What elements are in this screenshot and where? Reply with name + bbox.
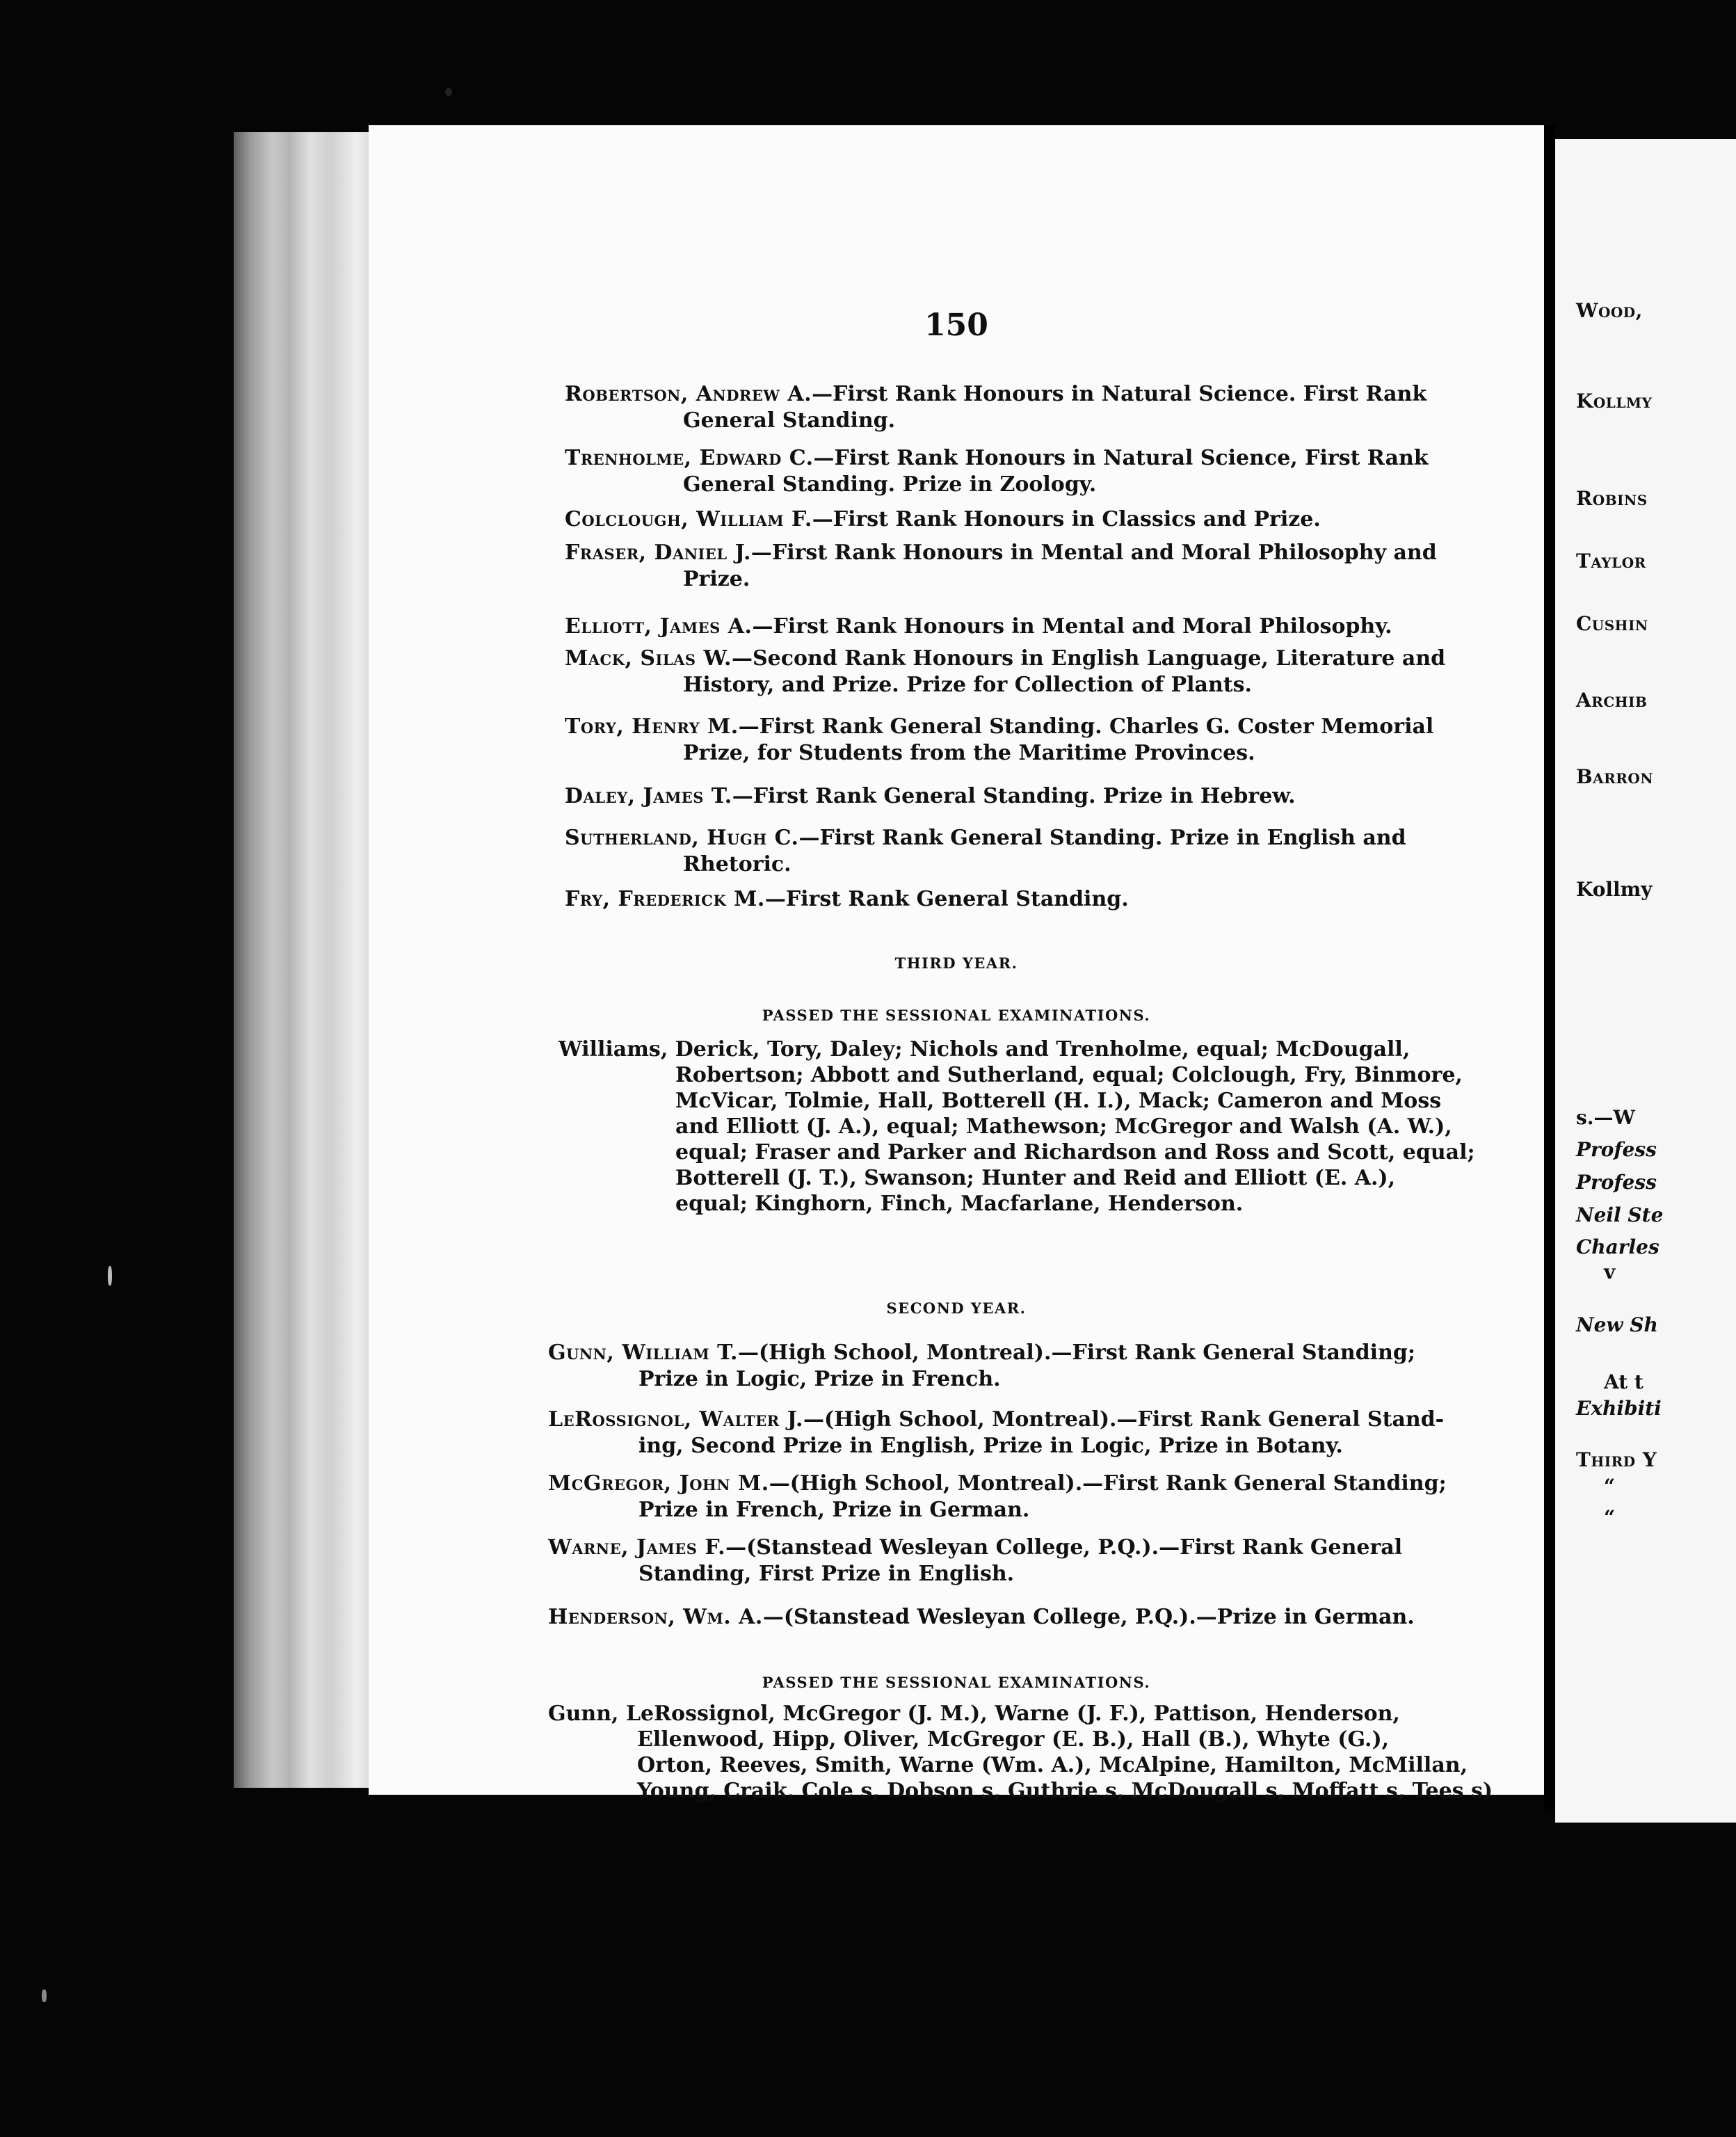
entry-line [565,783,1296,810]
list-item [548,1471,1447,1523]
facing-page-fragment: Exhibiti [1576,1397,1662,1420]
entry-text: —First Rank General Standing. [764,887,1129,911]
second-year-heading: SECOND YEAR. [886,1299,1027,1317]
third-year-subheading: PASSED THE SESSIONAL EXAMINATIONS. [762,1007,1151,1024]
list-item [548,1535,1402,1587]
book-gutter [1544,125,1555,1809]
facing-page-fragment: Taylor [1576,550,1646,573]
facing-page-fragment: Kollmy [1576,878,1653,901]
entry-line [548,1407,1444,1433]
entry-line [565,445,1429,472]
facing-page-fragment: Profess [1576,1171,1657,1194]
list-line: and Elliott (J. A.), equal; Mathewson; McGregor and Walsh (A. W.), [675,1114,1452,1139]
entry-name: Gunn, William T. [548,1340,738,1365]
entry-name: Mack, Silas W. [565,646,732,671]
scan-speck [108,1266,112,1286]
entry-line [565,381,1426,408]
entry-text: —Second Rank Honours in English Language, Literature and [731,646,1446,671]
entry-line [548,1471,1447,1497]
book-page [369,125,1544,1803]
facing-page-fragment: Third Y [1576,1448,1657,1471]
scan-speck [42,1990,47,2002]
entry-line [565,614,1392,640]
list-item [565,614,1392,640]
list-line: Young, Craik, Cole s, Dobson s, Guthrie s, McDougall s, Moffatt s, Tees s) [637,1779,1493,1803]
list-item [548,1407,1444,1459]
entry-name: Tory, Henry M. [565,714,739,739]
entry-text: —(Stanstead Wesleyan College, P.Q.).—Prize in German. [762,1605,1415,1629]
entry-text: —(High School, Montreal).—First Rank General Standing; [769,1471,1447,1496]
entry-name: Daley, James T. [565,784,732,808]
list-line: Williams, Derick, Tory, Daley; Nichols and Trenholme, equal; McDougall, [558,1037,1410,1062]
entry-text: —(Stanstead Wesleyan College, P.Q.).—First Rank General [725,1535,1403,1560]
facing-page-fragment: Neil Ste [1576,1203,1664,1226]
list-item [565,445,1429,498]
entry-name: Trenholme, Edward C. [565,446,814,470]
entry-line [565,506,1321,533]
entry-name: Sutherland, Hugh C. [565,826,799,850]
facing-page-fragment: “ [1604,1506,1616,1529]
entry-name: Robertson, Andrew A. [565,382,812,406]
facing-page-fragment: s.—W [1576,1106,1635,1129]
entry-line [548,1604,1415,1631]
list-item [565,783,1296,810]
list-line: Orton, Reeves, Smith, Warne (Wm. A.), McAlpine, Hamilton, McMillan, [637,1753,1468,1777]
scan-speck [445,88,452,96]
entry-line: Standing, First Prize in English. [638,1562,1015,1586]
entry-line [565,825,1406,851]
facing-page-fragment: Wood, [1576,299,1643,322]
entry-line [548,1535,1402,1561]
list-item [548,1604,1415,1631]
entry-text: —First Rank Honours in Mental and Moral Philosophy. [752,614,1392,639]
second-year-pass-list [548,1701,1493,1804]
entry-name: LeRossignol, Walter J. [548,1407,803,1432]
list-item [565,825,1406,878]
list-line: equal; Fraser and Parker and Richardson and Ross and Scott, equal; [675,1140,1475,1164]
entry-line: Prize in French, Prize in German. [638,1498,1030,1522]
list-line: Robertson; Abbott and Sutherland, equal; Colclough, Fry, Binmore, [675,1063,1463,1087]
third-year-pass-list [558,1037,1475,1217]
facing-page-fragment: Archib [1576,689,1648,712]
entry-text: —First Rank Honours in Natural Science, First Rank [813,446,1429,470]
facing-page-fragment: Kollmy [1576,390,1653,413]
entry-name: Elliott, James A. [565,614,753,639]
entry-line: Prize in Logic, Prize in French. [638,1367,1001,1391]
entry-line [565,886,1129,913]
facing-page [1555,139,1736,1823]
list-item [565,714,1433,767]
facing-page-fragment: Robins [1576,487,1648,510]
entry-name: McGregor, John M. [548,1471,769,1496]
list-line: equal; Kinghorn, Finch, Macfarlane, Henderson. [675,1192,1244,1216]
list-item [565,540,1437,593]
list-item [548,1340,1415,1393]
entry-text: —(High School, Montreal).—First Rank General Standing; [737,1340,1415,1365]
third-year-heading: THIRD YEAR. [894,954,1018,972]
page-number: 150 [924,307,988,343]
entry-name: Fraser, Daniel J. [565,541,751,565]
list-line: McVicar, Tolmie, Hall, Botterell (H. I.), Mack; Cameron and Moss [675,1089,1442,1113]
facing-page-fragment: Cushin [1576,612,1648,635]
entry-name: Warne, James F. [548,1535,726,1560]
second-year-subheading: PASSED THE SESSIONAL EXAMINATIONS. [762,1674,1151,1691]
facing-page-fragment: Charles [1576,1235,1659,1258]
entry-line: ing, Second Prize in English, Prize in Logic, Prize in Botany. [638,1434,1343,1458]
entry-text: —(High School, Montreal).—First Rank General Stand- [803,1407,1445,1432]
entry-text: —First Rank General Standing. Prize in English and [798,826,1406,850]
entry-line [565,714,1433,740]
entry-line [565,540,1437,566]
entry-line [565,646,1445,672]
entry-text: —First Rank General Standing. Charles G. Coster Memorial [738,714,1434,739]
list-line: Gunn, LeRossignol, McGregor (J. M.), Warne (J. F.), Pattison, Henderson, [548,1702,1400,1726]
entry-line: Rhetoric. [683,852,791,877]
entry-text: —First Rank Honours in Mental and Moral Philosophy and [750,541,1437,565]
entry-line: History, and Prize. Prize for Collection of Plants. [683,673,1252,697]
entry-name: Colclough, William F. [565,507,812,531]
list-item [565,886,1129,913]
facing-page-fragment: v [1604,1260,1616,1283]
entry-line: Prize. [683,567,750,591]
list-item [565,646,1445,698]
list-item [565,381,1426,434]
facing-page-fragment: “ [1604,1475,1616,1498]
entry-line: General Standing. Prize in Zoology. [683,472,1097,497]
entry-line: General Standing. [683,408,896,433]
entry-text: —First Rank General Standing. Prize in Hebrew. [732,784,1296,808]
entry-text: —First Rank Honours in Classics and Prize. [812,507,1321,531]
list-line: Botterell (J. T.), Swanson; Hunter and Reid and Elliott (E. A.), [675,1166,1396,1190]
entry-line: Prize, for Students from the Maritime Provinces. [683,741,1255,765]
entry-name: Fry, Frederick M. [565,887,765,911]
facing-page-fragment: Barron [1576,765,1654,788]
list-item [565,506,1321,533]
entry-text: —First Rank Honours in Natural Science. First Rank [812,382,1427,406]
page-edge-strip [234,132,373,1788]
facing-page-fragment: New Sh [1576,1313,1658,1336]
list-line: Ellenwood, Hipp, Oliver, McGregor (E. B.), Hall (B.), Whyte (G.), [637,1727,1390,1752]
facing-page-fragment: At t [1604,1370,1643,1393]
entry-name: Henderson, Wm. A. [548,1605,763,1629]
entry-line [548,1340,1415,1366]
facing-page-fragment: Profess [1576,1138,1657,1161]
